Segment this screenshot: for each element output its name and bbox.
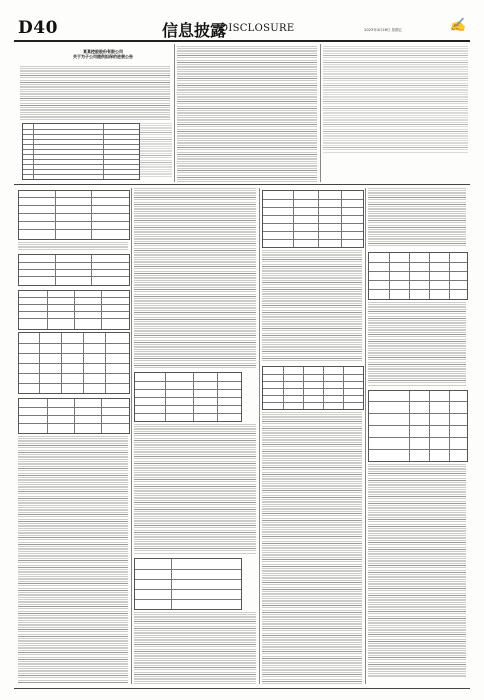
financial-table-10 (368, 252, 468, 300)
financial-table-8 (262, 190, 364, 248)
financial-table-9 (262, 366, 364, 410)
column-4-text-mid (368, 302, 466, 386)
footer-rule (14, 688, 470, 689)
newspaper-logo: ✍ (449, 18, 466, 33)
issue-date: 2023年4月28日 星期五 (364, 28, 402, 32)
column-1-text (18, 436, 128, 684)
page-number: D40 (18, 18, 58, 38)
section-title: 信息披露 (162, 21, 227, 40)
financial-table-3 (18, 290, 130, 330)
financial-table-4 (18, 332, 130, 394)
announcement-title-line2: 关于为子公司提供担保的进展公告 (73, 54, 133, 59)
column-4-text-bottom (368, 464, 466, 678)
column-3-text-bottom (262, 412, 362, 684)
financial-table-11 (368, 390, 468, 462)
column-2-text-bottom (134, 612, 256, 684)
table-side-text (140, 123, 172, 178)
column-4-text-top (368, 188, 466, 248)
financial-table-2 (18, 254, 130, 286)
guarantee-table (22, 123, 140, 180)
middle-column-text (177, 46, 317, 182)
column-2-text-mid (134, 424, 256, 554)
column-3-text-top (262, 250, 362, 362)
masthead (14, 16, 470, 40)
header-rule (14, 40, 470, 42)
financial-table-1 (18, 190, 130, 240)
financial-table-7 (134, 558, 242, 610)
announcement-title (48, 49, 158, 59)
column-2-text-top (134, 188, 256, 368)
right-column-text (323, 46, 468, 154)
financial-table-5 (18, 398, 130, 434)
announcement-body-text (20, 66, 170, 120)
section-divider (14, 184, 470, 185)
announcement-title-line1: 某某控股股份有限公司 (83, 49, 123, 54)
section-title-english: DISCLOSURE (220, 23, 295, 34)
financial-table-6 (134, 372, 242, 422)
